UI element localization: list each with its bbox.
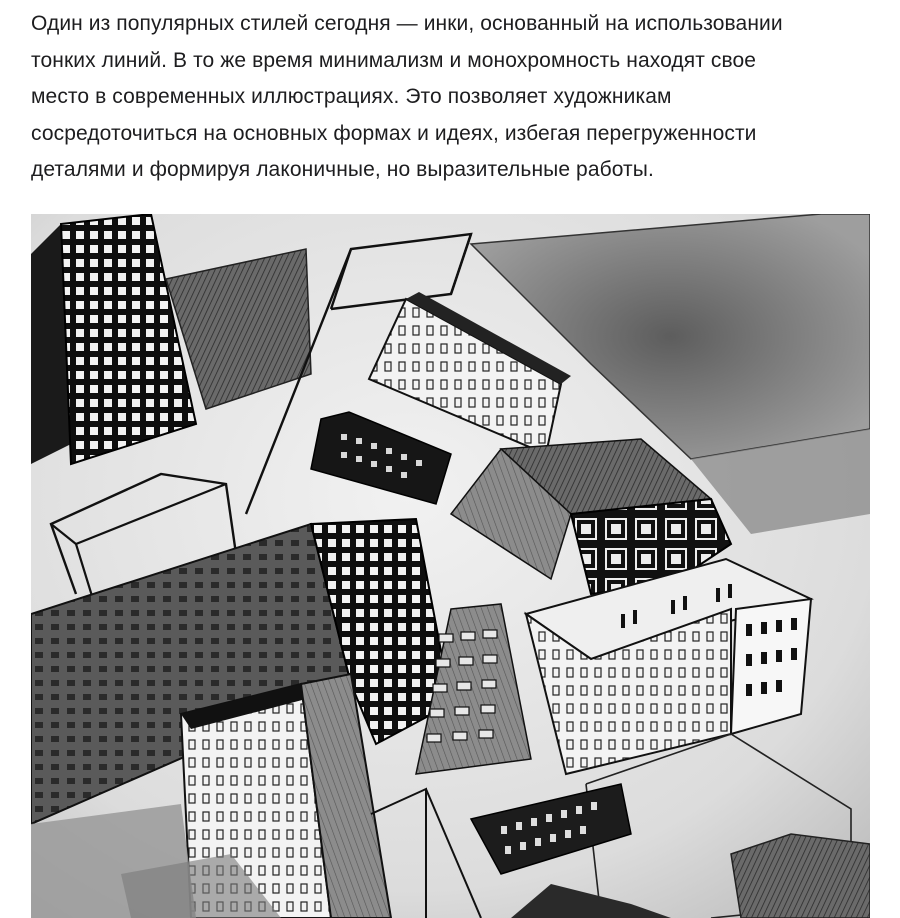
hatched-block-bottom-right <box>731 834 870 918</box>
paragraph-line: место в современных иллюстрациях. Это позволяет художникам <box>31 85 672 108</box>
paragraph-line: Один из популярных стилей сегодня — инки, основанный на использовании <box>31 12 783 35</box>
paragraph-line: деталями и формируя лаконичные, но выразительные работы. <box>31 158 654 181</box>
article-paragraph <box>31 6 881 189</box>
illustration-figure <box>31 214 870 918</box>
paragraph-line: сосредоточиться на основных формах и идеях, избегая перегруженности <box>31 121 757 145</box>
white-building-side <box>731 599 811 734</box>
ink-buildings-illustration <box>31 214 870 918</box>
paragraph-line: тонких линий. В то же время минимализм и монохромность находят свое <box>31 48 757 72</box>
article-body <box>31 6 881 189</box>
